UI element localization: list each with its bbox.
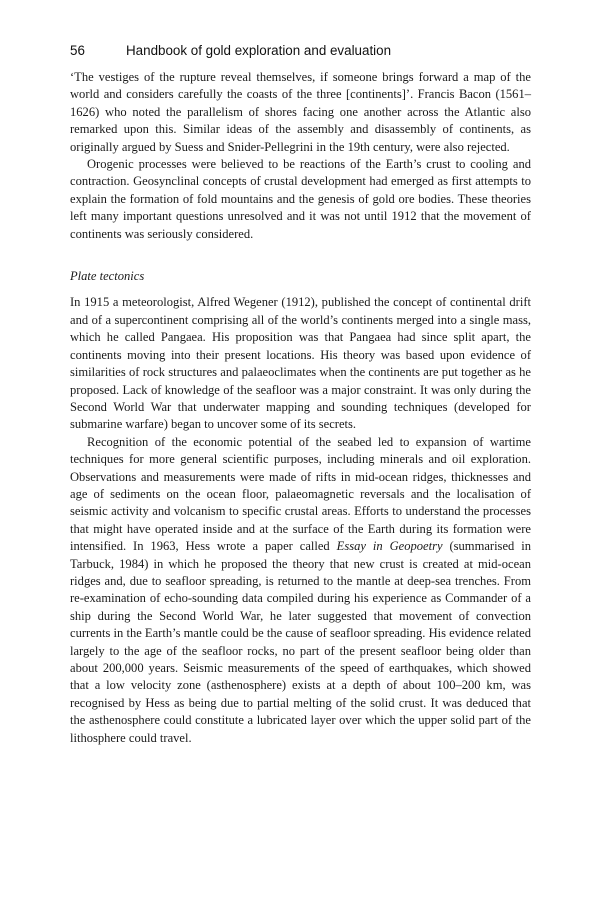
page-number: 56: [70, 43, 85, 58]
paragraph-4-part-2: (summarised in Tarbuck, 1984) in which he proposed the theory that new crust is created at mid-ocean ridges and, due to seafloor spreading, is returned to the mantle at deep-sea trenches. From re-examination of echo-sounding data compiled during his experience as Commander of a ship during the Second World War, he later suggested that movement of convection currents in the Earth’s mantle could be the cause of seafloor spreading. His evidence related largely to the age of the seafloor rocks, no part of the present seafloor being older than about 200,000 years. Seismic measurements of the speed of earthquakes, which showed that a low velocity zone (asthenosphere) exists at a depth of about 100–200 km, was recognised by Hess as being due to partial melting of the solid crust. It was deduced that the asthenosphere could constitute a lubricated layer over which the upper solid part of the lithosphere could travel.: [70, 539, 531, 745]
paragraph-4: [70, 434, 531, 747]
paragraph-1: ‘The vestiges of the rupture reveal themselves, if someone brings forward a map of the world and considers carefully the coasts of the three [continents]’. Francis Bacon (1561–1626) who noted the parallelism of shores facing one another across the Atlantic also remarked upon this. Similar ideas of the assembly and disassembly of continents, as originally argued by Suess and Snider-Pellegrini in the 19th century, were also rejected.: [70, 70, 531, 154]
book-title: Handbook of gold exploration and evaluation: [126, 43, 392, 58]
paragraph-2: Orogenic processes were believed to be reactions of the Earth’s crust to cooling and contraction. Geosynclinal concepts of crustal development had emerged as first attempts to explain the formation of fold mountains and the genesis of gold ore bodies. These theories left many important questions unresolved and it was not until 1912 that the movement of continents was seriously considered.: [70, 157, 531, 241]
section-heading: Plate tectonics: [70, 269, 145, 284]
body-text: [70, 69, 531, 747]
paragraph-4-part-1: Recognition of the economic potential of the seabed led to expansion of wartime techniques for more general scientific purposes, including minerals and oil exploration. Observations and measurements were made of rifts in mid-ocean ridges, thicknesses and age of sediments on the ocean floor, palaeomagnetic reversals and the localisation of seismic activity and volcanism to specific crustal areas. Efforts to understand the processes that might have operated inside and at the surface of the Earth during its formation were intensified. In 1963, Hess wrote a paper called: [70, 434, 531, 554]
paragraph-3: In 1915 a meteorologist, Alfred Wegener (1912), published the concept of continental drift and of a supercontinent comprising all of the world’s continents merged into a single mass, which he called Pangaea. His proposition was that Pangaea had since split apart, the continents moving into their present locations. His theory was based upon evidence of similarities of rock structures and palaeoclimates when the continents are put together as he proposed. Lack of knowledge of the seafloor was a major constraint. It was only during the Second World War that underwater mapping and sounding techniques (developed for submarine warfare) began to uncover some of its secrets.: [70, 295, 531, 432]
paper-title: Essay in Geopoetry: [336, 539, 443, 554]
running-header: [70, 43, 540, 58]
